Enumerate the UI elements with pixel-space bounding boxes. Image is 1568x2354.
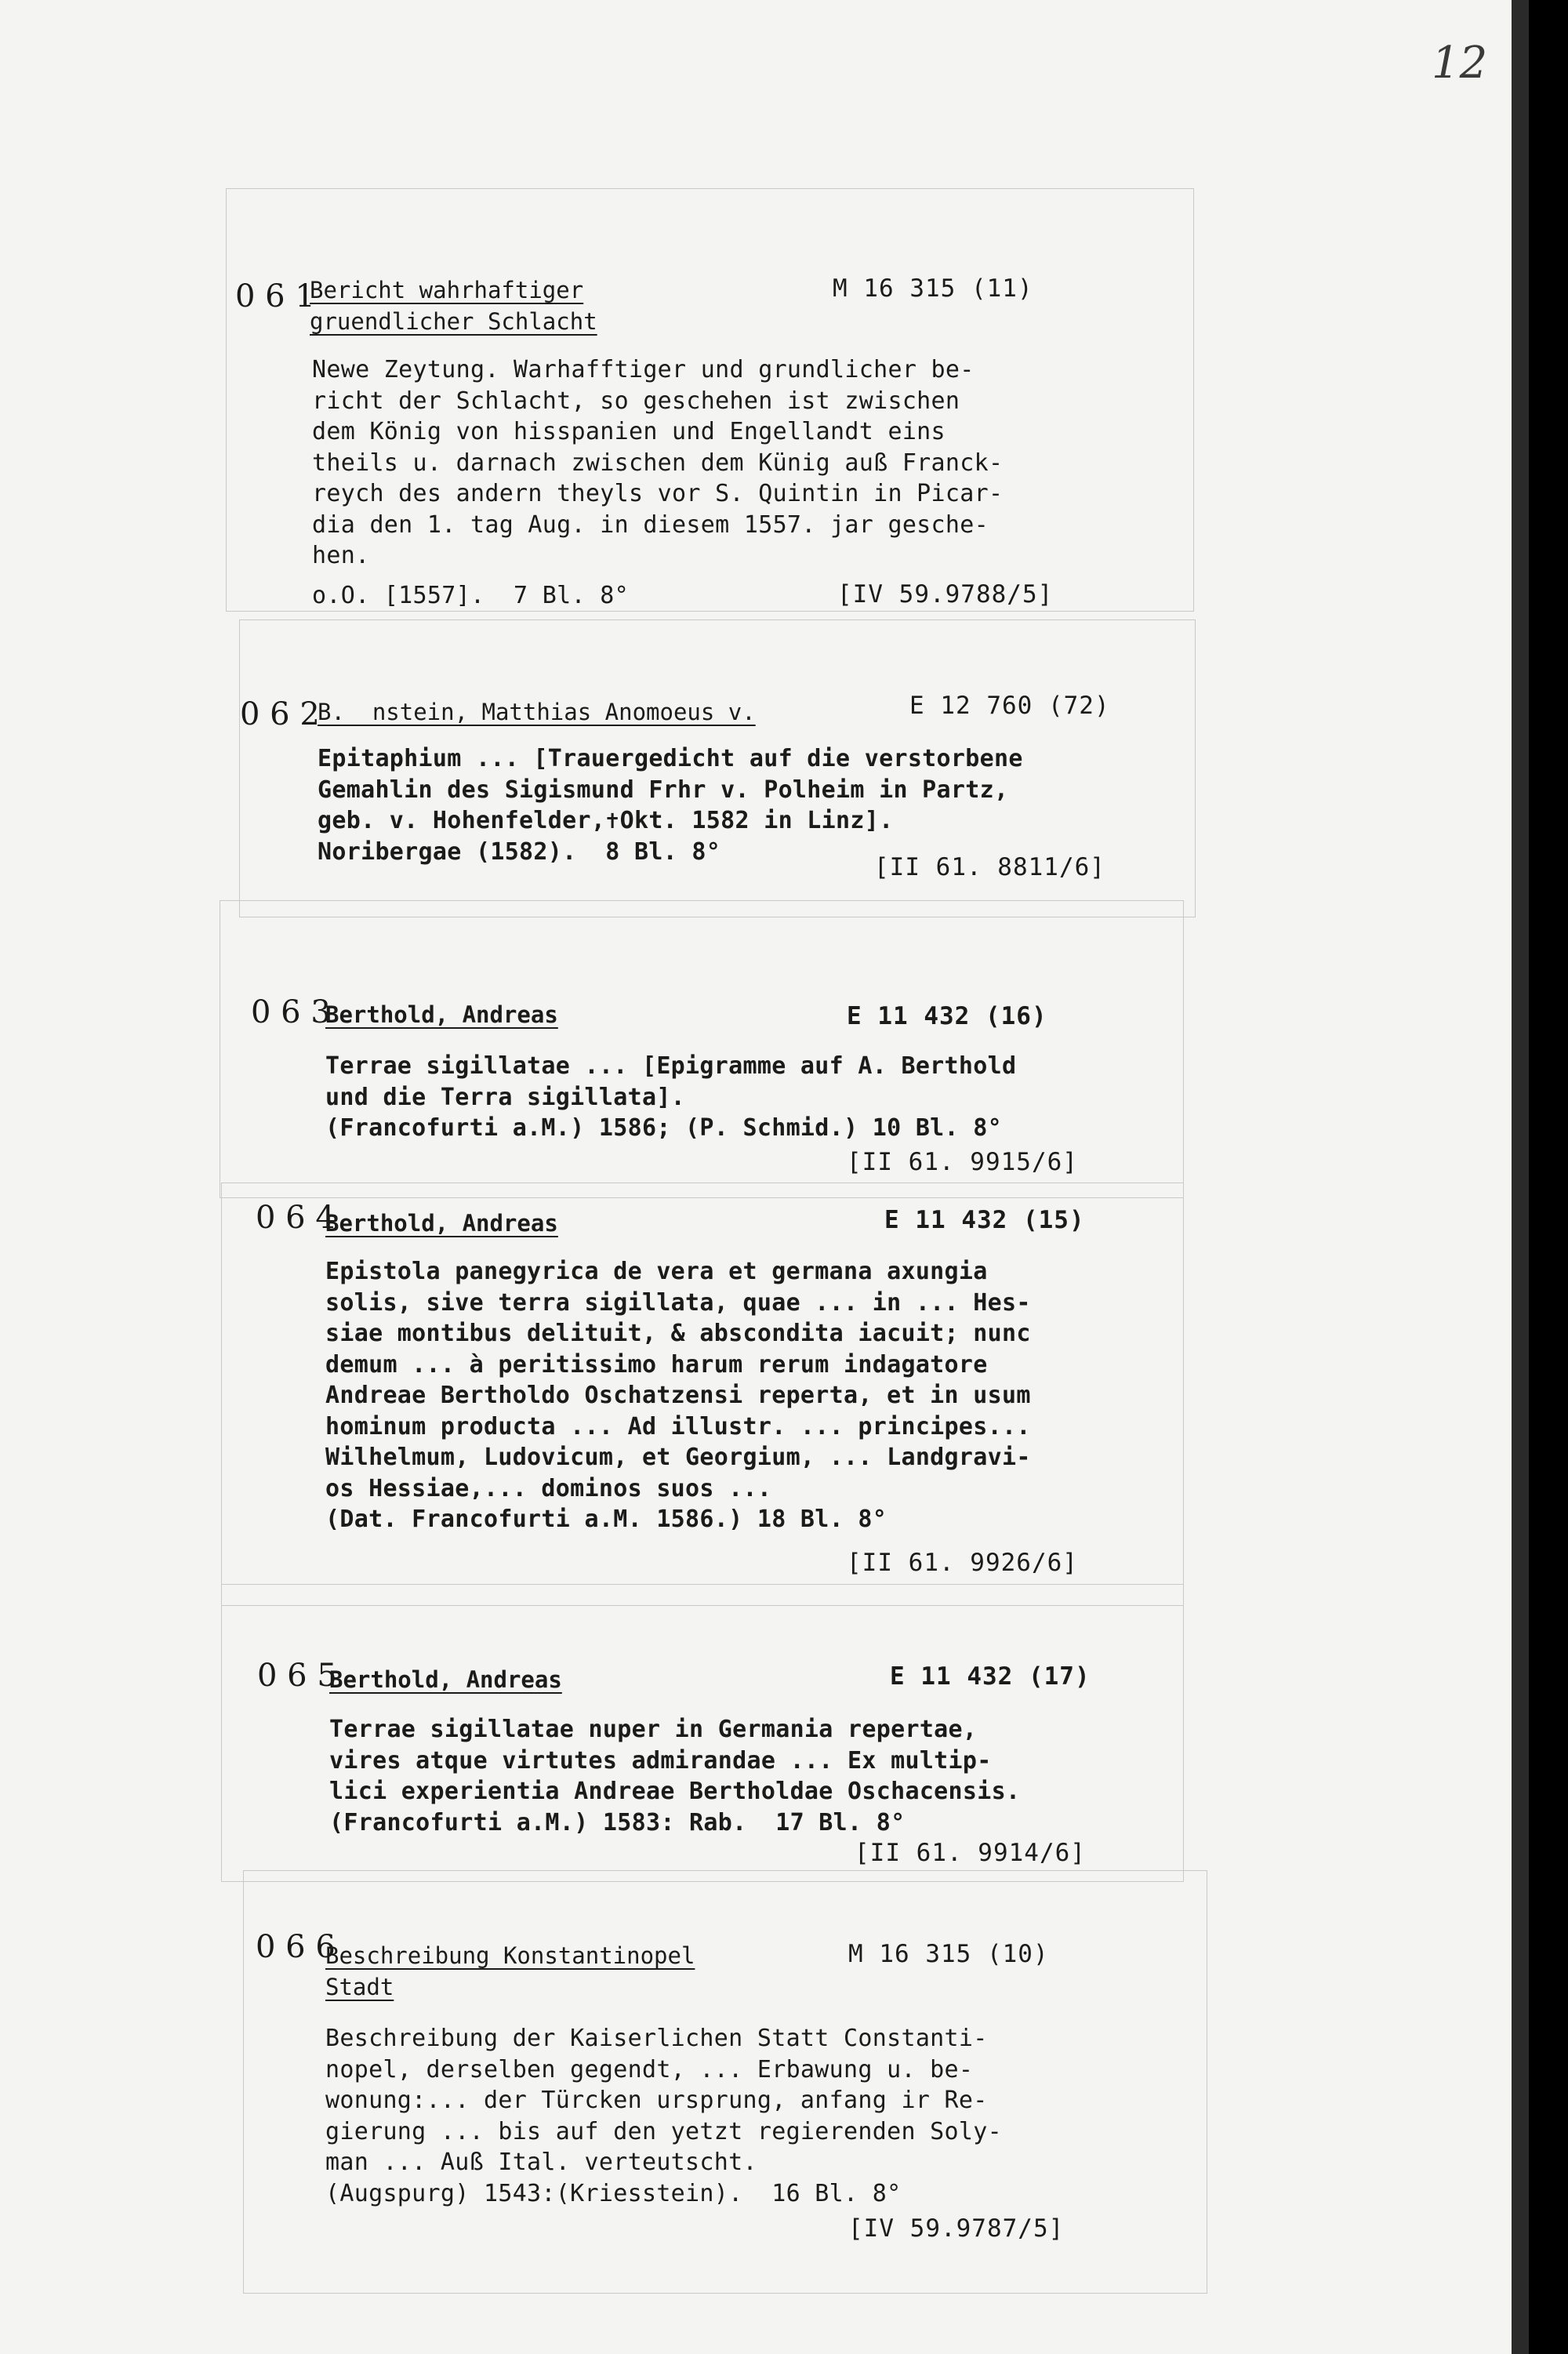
entry-heading <box>329 1664 562 1695</box>
entry-heading <box>318 696 756 728</box>
entry-number: 0 6 6 <box>256 1929 336 1965</box>
entry-number: 0 6 4 <box>256 1200 336 1236</box>
heading-line: Beschreibung Konstantinopel <box>325 1942 695 1969</box>
entry-description: Epitaphium ... [Trauergedicht auf die verstorbene Gemahlin des Sigismund Frhr v. Polheim in Partz, geb. v. Hohenfelder,✝Okt. 1582 in Linz]. Noribergae (1582). 8 Bl. 8° <box>318 745 1023 866</box>
entry-signature: E 12 760 (72) <box>909 692 1110 720</box>
entry-signature: M 16 315 (11) <box>833 274 1033 303</box>
entry-description: Epistola panegyrica de vera et germana axungia solis, sive terra sigillata, quae ... in ... Hes- siae montibus delituit, & abscondita iacuit; nunc demum ... à peritissimo harum rerum indagatore Andreae Bertholdo Oschatzensi reperta, et in usum hominum producta ... Ad illustr. ... principes... Wilhelmum, Ludovicum, et Georgium, ... Landgravi- os Hessiae,... dominos suos ... (Dat. Francofurti a.M. 1586.) 18 Bl. 8° <box>325 1258 1031 1533</box>
entry-signature: E 11 432 (17) <box>890 1662 1091 1691</box>
heading-line: Berthold, Andreas <box>325 1210 558 1237</box>
entry-shelfmark: [IV 59.9788/5] <box>837 580 1054 608</box>
entry-number: 0 6 5 <box>257 1658 337 1694</box>
heading-line: Berthold, Andreas <box>329 1666 562 1693</box>
entry-signature: E 11 432 (16) <box>847 1002 1047 1030</box>
entry-description: Terrae sigillatae ... [Epigramme auf A. Berthold und die Terra sigillata]. (Francofurti a.M.) 1586; (P. Schmid.) 10 Bl. 8° <box>325 1052 1017 1142</box>
heading-line: gruendlicher Schlacht <box>310 308 597 335</box>
entry-shelfmark: [IV 59.9787/5] <box>848 2214 1065 2243</box>
heading-line: Bericht wahrhaftiger <box>310 277 584 303</box>
heading-line: B. nstein, Matthias Anomoeus v. <box>318 699 756 725</box>
entry-shelfmark: [II 61. 9914/6] <box>855 1839 1086 1867</box>
entry-shelfmark: [II 61. 9915/6] <box>847 1148 1078 1176</box>
entry-heading <box>310 274 597 337</box>
entry-description: Beschreibung der Kaiserlichen Statt Constanti- nopel, derselben gegendt, ... Erbawung u. be- wonung:... der Türcken ursprung, anfang ir Re- gierung ... bis auf den yetzt regierenden Soly- man ... Auß Ital. verteutscht. (Augspurg) 1543:(Kriesstein). 16 Bl. 8° <box>325 2025 1002 2207</box>
page-number: 12 <box>1432 38 1488 89</box>
entry-description: Newe Zeytung. Warhafftiger und grundlicher be- richt der Schlacht, so geschehen ist zwischen dem König von hisspanien und Engellandt eins theils u. darnach zwischen dem Künig auß Franck- reych des andern theyls vor S. Quintin in Picar- dia den 1. tag Aug. in diesem 1557. jar gesche- hen. <box>312 356 1004 569</box>
entry-shelfmark: [II 61. 8811/6] <box>874 853 1105 881</box>
entry-heading <box>325 1940 695 2003</box>
heading-line: Stadt <box>325 1974 394 2000</box>
entry-heading <box>325 1208 558 1239</box>
entry-number: 0 6 3 <box>251 994 331 1030</box>
entry-heading <box>325 999 558 1030</box>
entry-imprint: o.O. [1557]. 7 Bl. 8° <box>312 582 629 609</box>
entry-number: 0 6 2 <box>240 696 320 732</box>
entry-signature: E 11 432 (15) <box>884 1206 1085 1234</box>
entry-description: Terrae sigillatae nuper in Germania repertae, vires atque virtutes admirandae ... Ex multip- lici experientia Andreae Bertholdae Oschacensis. (Francofurti a.M.) 1583: Rab. 17 Bl. 8° <box>329 1716 1021 1836</box>
heading-line: Berthold, Andreas <box>325 1001 558 1028</box>
entry-shelfmark: [II 61. 9926/6] <box>847 1549 1078 1577</box>
entry-signature: M 16 315 (10) <box>848 1940 1049 1968</box>
entry-number: 0 6 1 <box>235 278 315 314</box>
